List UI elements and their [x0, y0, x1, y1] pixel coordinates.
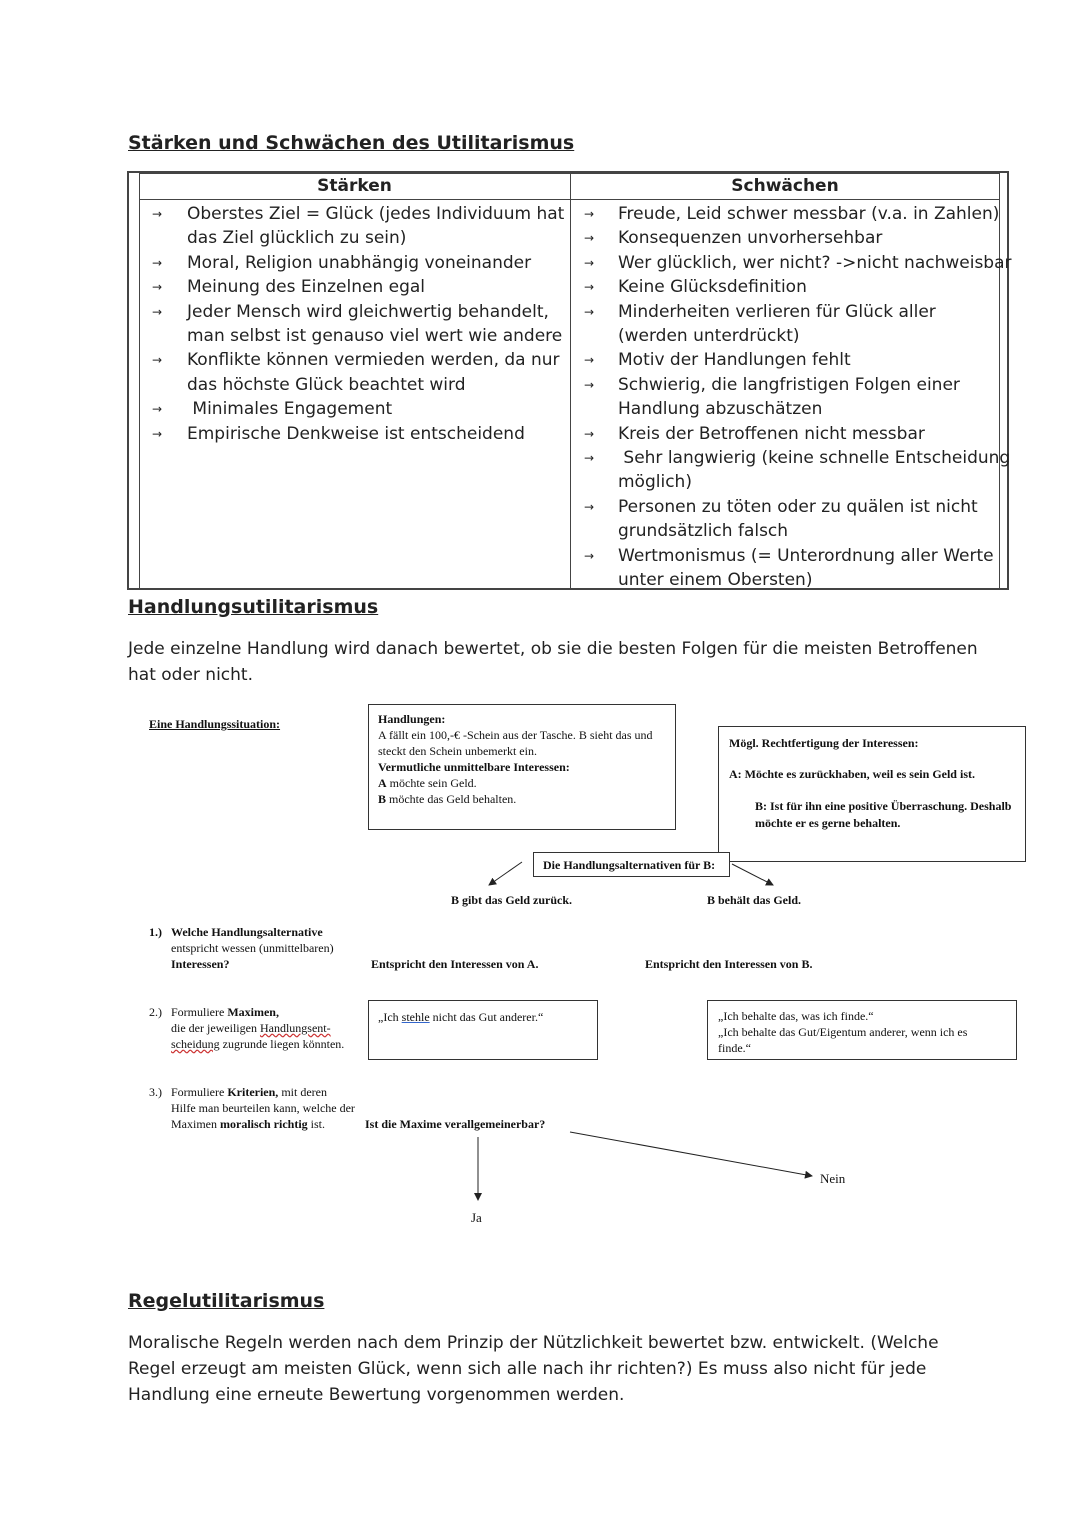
- list-item-line: Handlung abzuschätzen: [618, 399, 823, 420]
- handlungen-title: Handlungen:: [378, 712, 446, 726]
- list-item-line: Minimales Engagement: [187, 399, 393, 420]
- section-title-regelutilitarismus: Regelutilitarismus: [128, 1290, 325, 1312]
- arrow-icon: →: [584, 231, 595, 246]
- list-item-line: Konflikte können vermieden werden, da nur: [187, 350, 560, 371]
- interesse-a-prefix: A: [378, 776, 387, 790]
- q1-answer-right: Entspricht den Interessen von B.: [645, 957, 813, 971]
- regel-text-line-1: Moralische Regeln werden nach dem Prinzip der Nützlichkeit bewertet bzw. entwickelt. (Welche: [128, 1333, 939, 1353]
- rechtfertigung-a: A: Möchte es zurückhaben, weil es sein Geld ist.: [729, 767, 975, 781]
- question-3-post: mit deren: [278, 1085, 327, 1099]
- header-staerken: Stärken: [317, 176, 392, 196]
- rechtfertigung-title: Mögl. Rechtfertigung der Interessen:: [729, 736, 919, 750]
- list-item-line: Konsequenzen unvorhersehbar: [618, 228, 883, 249]
- question-2-line-2-wavy: Handlungsent-: [259, 1021, 331, 1035]
- list-item-line: das höchste Glück beachtet wird: [187, 374, 466, 395]
- list-item-line: Sehr langwierig (keine schnelle Entscheidung: [618, 448, 1011, 469]
- alternativen-label: Die Handlungsalternativen für B:: [543, 858, 716, 872]
- arrow-icon: →: [152, 426, 163, 441]
- handlung-text-line-1: Jede einzelne Handlung wird danach bewertet, ob sie die besten Folgen für die meisten Betroffenen: [128, 639, 978, 659]
- maxime-left-pre: „Ich: [378, 1010, 402, 1024]
- arrow-icon: →: [152, 280, 163, 295]
- arrow-icon: →: [152, 353, 163, 368]
- list-item-line: Personen zu töten oder zu quälen ist nicht: [618, 496, 978, 517]
- arrow-no: [570, 1132, 812, 1176]
- question-1-line-1: Welche Handlungsalternative: [171, 925, 323, 939]
- section-title-utilitarismus: Stärken und Schwächen des Utilitarismus: [128, 132, 575, 154]
- maxime-right-line-2: „Ich behalte das Gut/Eigentum anderer, wenn ich es: [718, 1025, 968, 1039]
- maxime-right-line-3: finde.“: [718, 1041, 751, 1055]
- section-title-handlungsutilitarismus: Handlungsutilitarismus: [128, 596, 379, 618]
- question-3-pre: Formuliere: [171, 1085, 228, 1099]
- arrow-icon: →: [152, 255, 163, 270]
- maxime-left-post: nicht das Gut anderer.“: [429, 1010, 544, 1024]
- question-2-line-3-post: zugrunde liegen könnten.: [219, 1037, 345, 1051]
- question-3-number: 3.): [149, 1085, 162, 1099]
- question-3-line-3-bold: moralisch richtig: [220, 1117, 308, 1131]
- question-2-line-2-pre: die der jeweiligen: [171, 1021, 260, 1035]
- list-item-line: möglich): [618, 472, 692, 493]
- handlung-text-line-2: hat oder nicht.: [128, 665, 253, 685]
- list-item-line: grundsätzlich falsch: [618, 521, 789, 542]
- list-item-line: man selbst ist genauso viel wert wie andere: [187, 326, 563, 347]
- arrow-icon: →: [584, 426, 595, 441]
- answer-no: Nein: [820, 1171, 846, 1186]
- handlungen-line-1: A fällt ein 100,-€ -Schein aus der Tasche. B sieht das und: [378, 728, 653, 742]
- header-schwaechen: Schwächen: [731, 176, 839, 196]
- question-2-bold: Maximen,: [227, 1005, 279, 1019]
- list-item-line: Freude, Leid schwer messbar (v.a. in Zahlen): [618, 204, 1000, 224]
- list-item-line: Motiv der Handlungen fehlt: [618, 350, 851, 371]
- question-3-line-3-pre: Maximen: [171, 1117, 220, 1131]
- arrow-icon: →: [584, 207, 595, 221]
- situation-label: Eine Handlungssituation:: [149, 717, 281, 731]
- question-3-line-3-post: ist.: [307, 1117, 325, 1131]
- interesse-b-prefix: B: [378, 792, 387, 806]
- list-item-line: Moral, Religion unabhängig voneinander: [187, 252, 532, 273]
- list-item-line: Wer glücklich, wer nicht? ->nicht nachweisbar: [618, 252, 1012, 273]
- arrow-icon: →: [584, 451, 595, 466]
- question-1-number: 1.): [149, 925, 162, 939]
- alternative-left: B gibt das Geld zurück.: [451, 893, 573, 907]
- arrow-icon: →: [152, 304, 163, 319]
- list-item-line: Minderheiten verlieren für Glück aller: [618, 301, 936, 322]
- list-item-line: Schwierig, die langfristigen Folgen einer: [618, 374, 960, 395]
- q1-answer-left: Entspricht den Interessen von A.: [371, 957, 539, 971]
- interessen-title: Vermutliche unmittelbare Interessen:: [378, 760, 570, 774]
- list-item-line: Kreis der Betroffenen nicht messbar: [618, 423, 925, 444]
- question-1-line-2: entspricht wessen (unmittelbaren): [171, 941, 334, 955]
- list-item-line: Meinung des Einzelnen egal: [187, 277, 426, 298]
- question-2-number: 2.): [149, 1005, 162, 1019]
- arrow-icon: →: [584, 280, 595, 295]
- list-item-line: unter einem Obersten): [618, 570, 813, 591]
- maxime-left-underlined: stehle: [401, 1010, 430, 1024]
- regel-text-line-2: Regel erzeugt am meisten Glück, wenn sich alle nach ihr richten?) Es muss also nicht für jede: [128, 1359, 927, 1379]
- interesse-b-text: möchte das Geld behalten.: [386, 792, 517, 806]
- rechtfertigung-b-line-2: möchte er es gerne behalten.: [755, 816, 901, 830]
- list-item-line: Wertmonismus (= Unterordnung aller Werte: [618, 545, 994, 566]
- question-1-line-3: Interessen?: [171, 957, 230, 971]
- arrow-icon: →: [584, 377, 595, 392]
- alternative-right: B behält das Geld.: [707, 893, 802, 907]
- question-2-pre: Formuliere: [171, 1005, 228, 1019]
- question-2-line-3-wavy: scheidung: [171, 1037, 220, 1051]
- maxime-right-line-1: „Ich behalte das, was ich finde.“: [718, 1009, 874, 1023]
- list-item-line: Jeder Mensch wird gleichwertig behandelt,: [187, 301, 549, 322]
- list-item-line: das Ziel glücklich zu sein): [187, 228, 407, 249]
- arrow-left: [489, 862, 522, 885]
- list-item-line: Keine Glücksdefinition: [618, 277, 807, 298]
- arrow-right: [732, 864, 773, 885]
- interesse-a-text: möchte sein Geld.: [386, 776, 477, 790]
- arrow-icon: →: [584, 548, 595, 563]
- arrow-icon: →: [584, 353, 595, 368]
- question-3-line-2: Hilfe man beurteilen kann, welche der: [171, 1101, 355, 1115]
- arrow-icon: →: [584, 304, 595, 319]
- question-3-bold: Kriterien,: [227, 1085, 279, 1099]
- handlungen-line-2: steckt den Schein unbemerkt ein.: [378, 744, 537, 758]
- list-item-line: (werden unterdrückt): [618, 326, 800, 347]
- arrow-icon: →: [152, 402, 163, 417]
- regel-text-line-3: Handlung eine erneute Bewertung vorgenommen werden.: [128, 1385, 625, 1405]
- arrow-icon: →: [584, 499, 595, 514]
- criterion-question: Ist die Maxime verallgemeinerbar?: [365, 1117, 546, 1131]
- arrow-icon: →: [584, 255, 595, 270]
- rechtfertigung-b-line-1: B: Ist für ihn eine positive Überraschung. Deshalb: [755, 799, 1012, 813]
- arrow-icon: →: [152, 207, 163, 221]
- list-item-line: Empirische Denkweise ist entscheidend: [187, 423, 525, 444]
- answer-yes: Ja: [471, 1210, 482, 1225]
- list-item-line: Oberstes Ziel = Glück (jedes Individuum hat: [187, 204, 565, 224]
